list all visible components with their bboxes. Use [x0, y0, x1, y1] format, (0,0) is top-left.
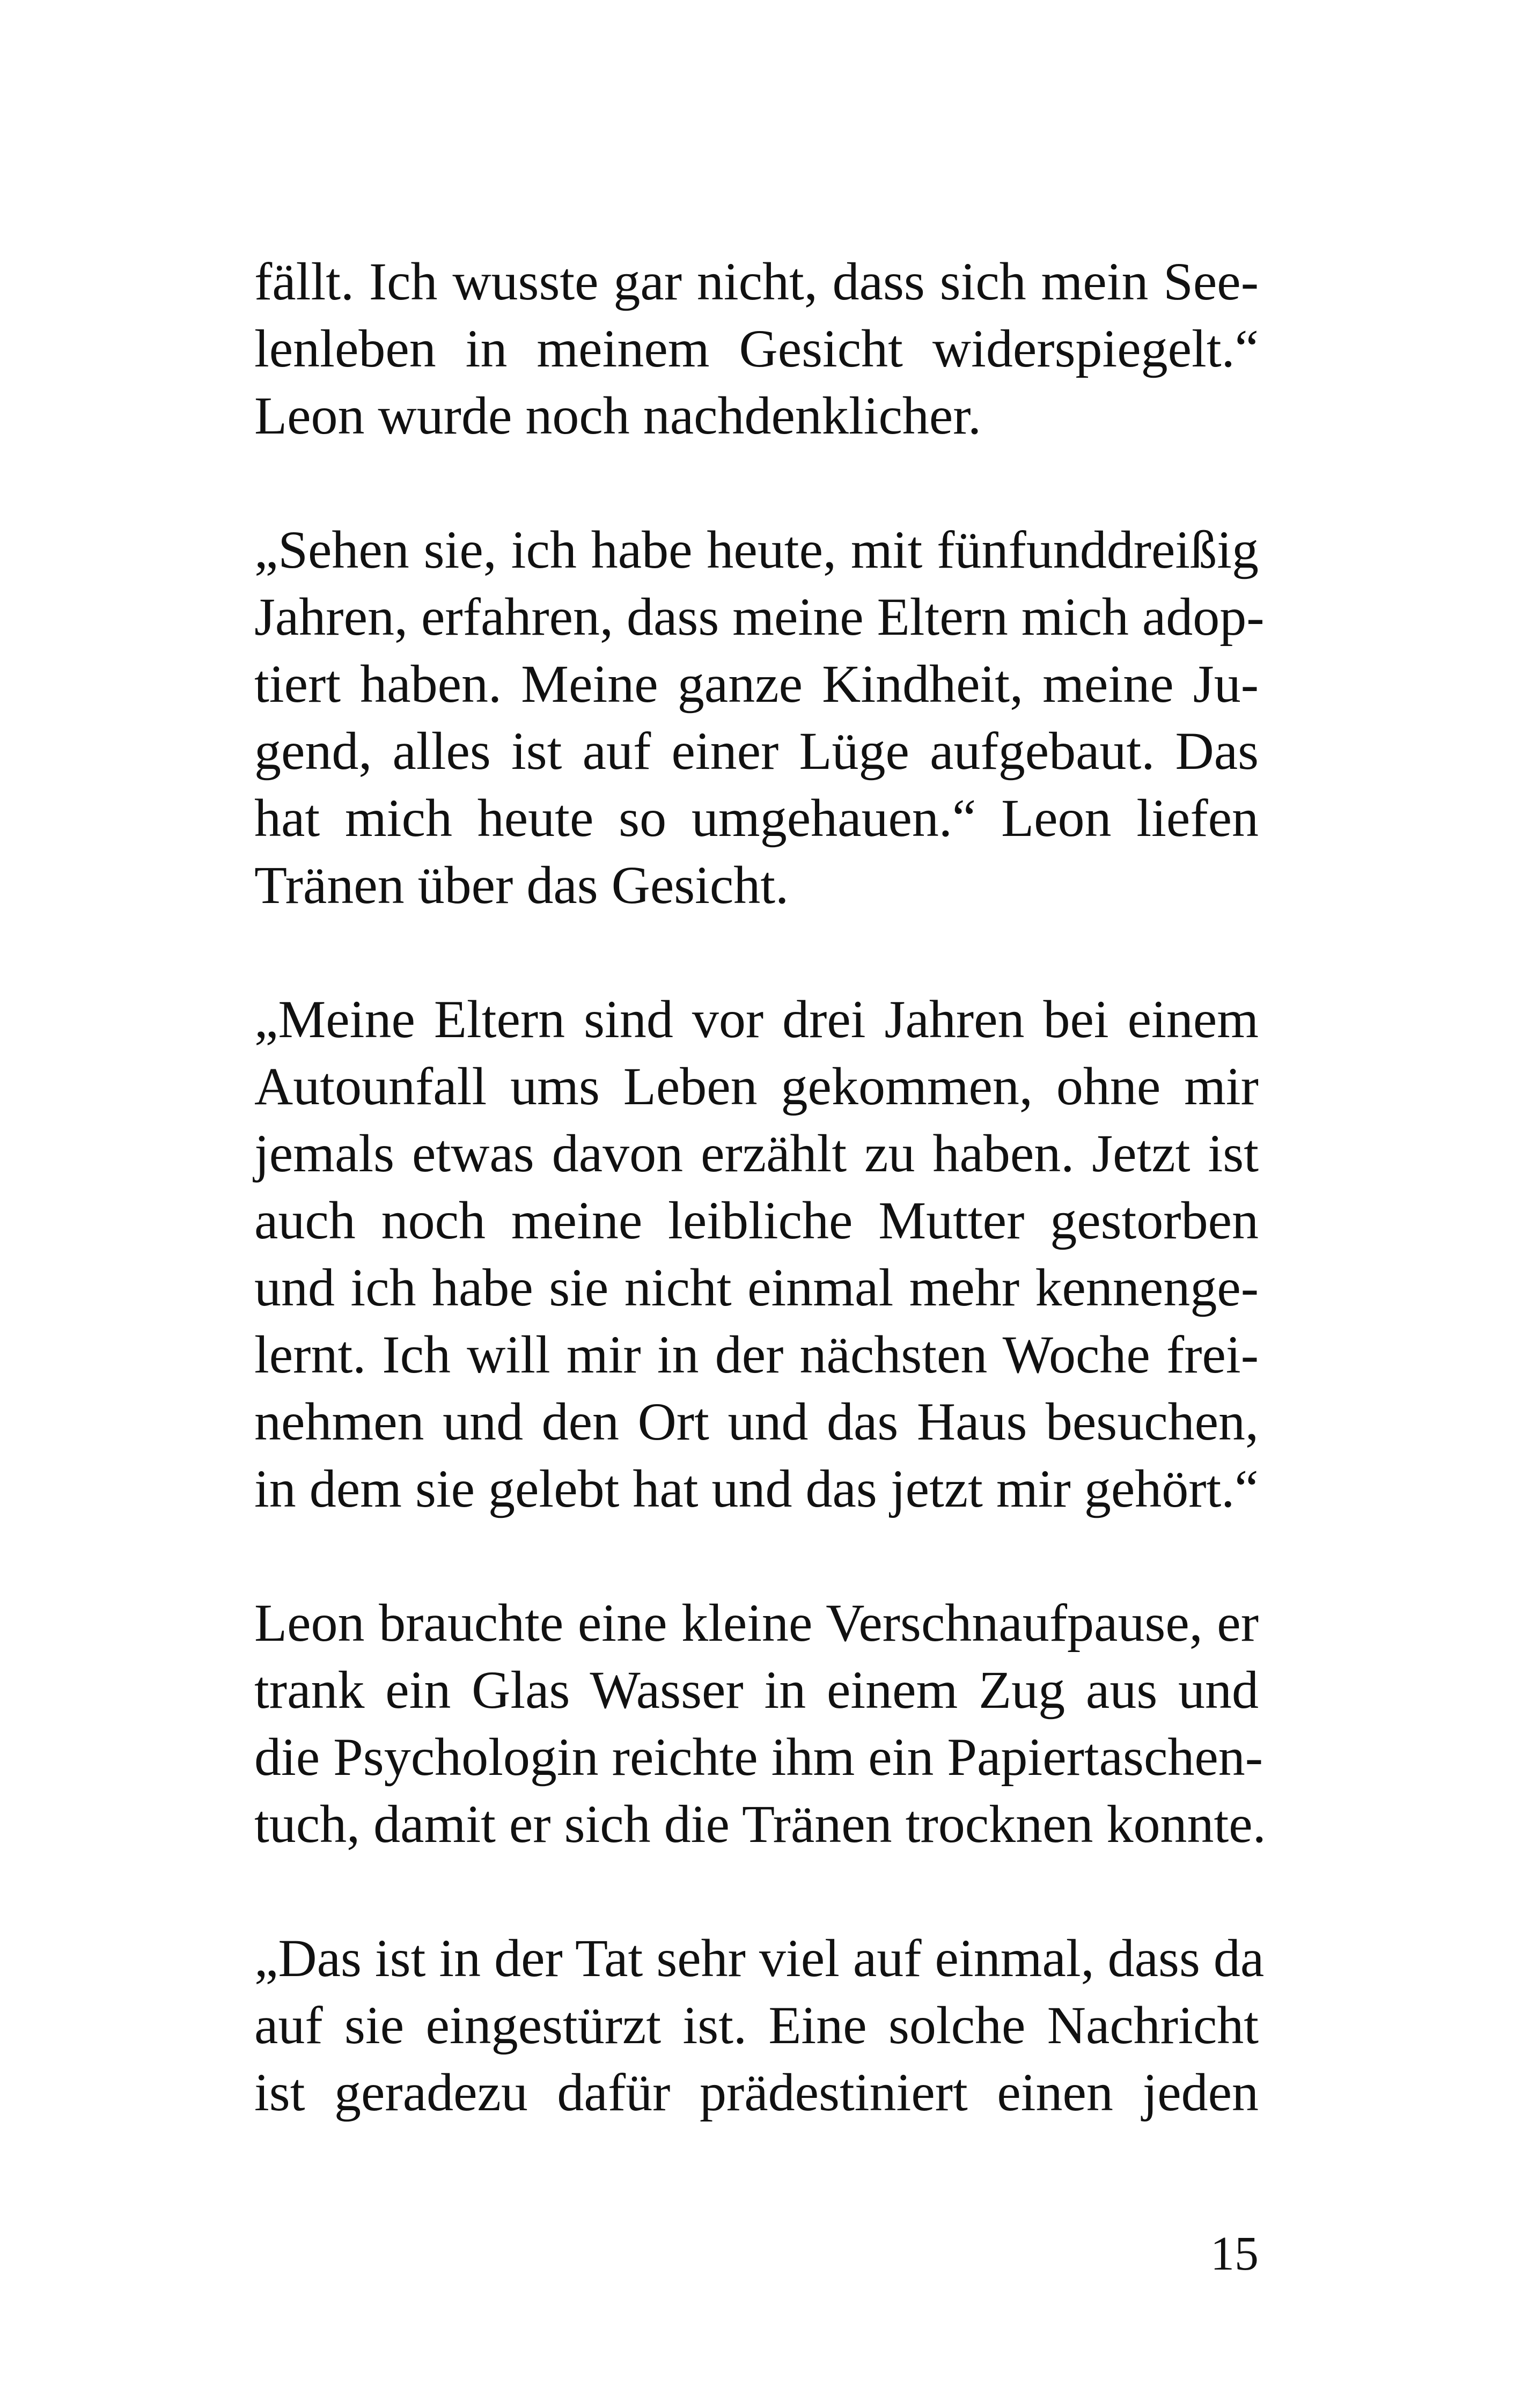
text-line: Tränen über das Gesicht.: [254, 855, 789, 915]
text-line: trank ein Glas Wasser in einem Zug aus und: [254, 1660, 1259, 1720]
text-line: tuch, damit er sich die Tränen trocknen konnte.: [254, 1794, 1266, 1854]
text-line: ist geradezu dafür prädestiniert einen jeden: [254, 2062, 1259, 2122]
text-line: fällt. Ich wusste gar nicht, dass sich mein See-: [254, 252, 1259, 311]
text-line: Autounfall ums Leben gekommen, ohne mir: [254, 1056, 1259, 1116]
text-line: auch noch meine leibliche Mutter gestorben: [254, 1191, 1259, 1250]
paragraph-3: [254, 986, 1259, 1522]
text-line: auf sie eingestürzt ist. Eine solche Nachricht: [254, 1995, 1259, 2055]
text-line: Leon brauchte eine kleine Verschnaufpause, er: [254, 1593, 1259, 1653]
paragraph-2: [254, 516, 1265, 919]
text-line: in dem sie gelebt hat und das jetzt mir gehört.“: [254, 1459, 1259, 1518]
text-line: Leon wurde noch nachdenklicher.: [254, 386, 982, 445]
page-number: 15: [1210, 2227, 1259, 2280]
text-line: gend, alles ist auf einer Lüge aufgebaut. Das: [254, 721, 1259, 781]
text-line: Jahren, erfahren, dass meine Eltern mich adop-: [254, 587, 1265, 647]
text-line: jemals etwas davon erzählt zu haben. Jetzt ist: [254, 1124, 1259, 1183]
paragraph-4: [254, 1589, 1266, 1858]
text-line: „Meine Eltern sind vor drei Jahren bei einem: [254, 989, 1259, 1049]
text-line: „Sehen sie, ich habe heute, mit fünfunddreißig: [254, 520, 1259, 579]
paragraph-5: [254, 1925, 1265, 2126]
text-line: und ich habe sie nicht einmal mehr kennenge-: [254, 1258, 1259, 1317]
text-line: „Das ist in der Tat sehr viel auf einmal, dass da: [254, 1928, 1265, 1988]
text-line: tiert haben. Meine ganze Kindheit, meine Ju-: [254, 654, 1259, 714]
text-line: lenleben in meinem Gesicht widerspiegelt.“: [254, 319, 1259, 378]
paragraph-1: [254, 248, 1259, 449]
text-line: nehmen und den Ort und das Haus besuchen,: [254, 1392, 1259, 1451]
text-line: die Psychologin reichte ihm ein Papiertaschen-: [254, 1727, 1263, 1787]
text-line: lernt. Ich will mir in der nächsten Woche frei-: [254, 1325, 1259, 1384]
body-text: [254, 248, 1266, 2193]
text-line: hat mich heute so umgehauen.“ Leon liefen: [254, 788, 1259, 848]
